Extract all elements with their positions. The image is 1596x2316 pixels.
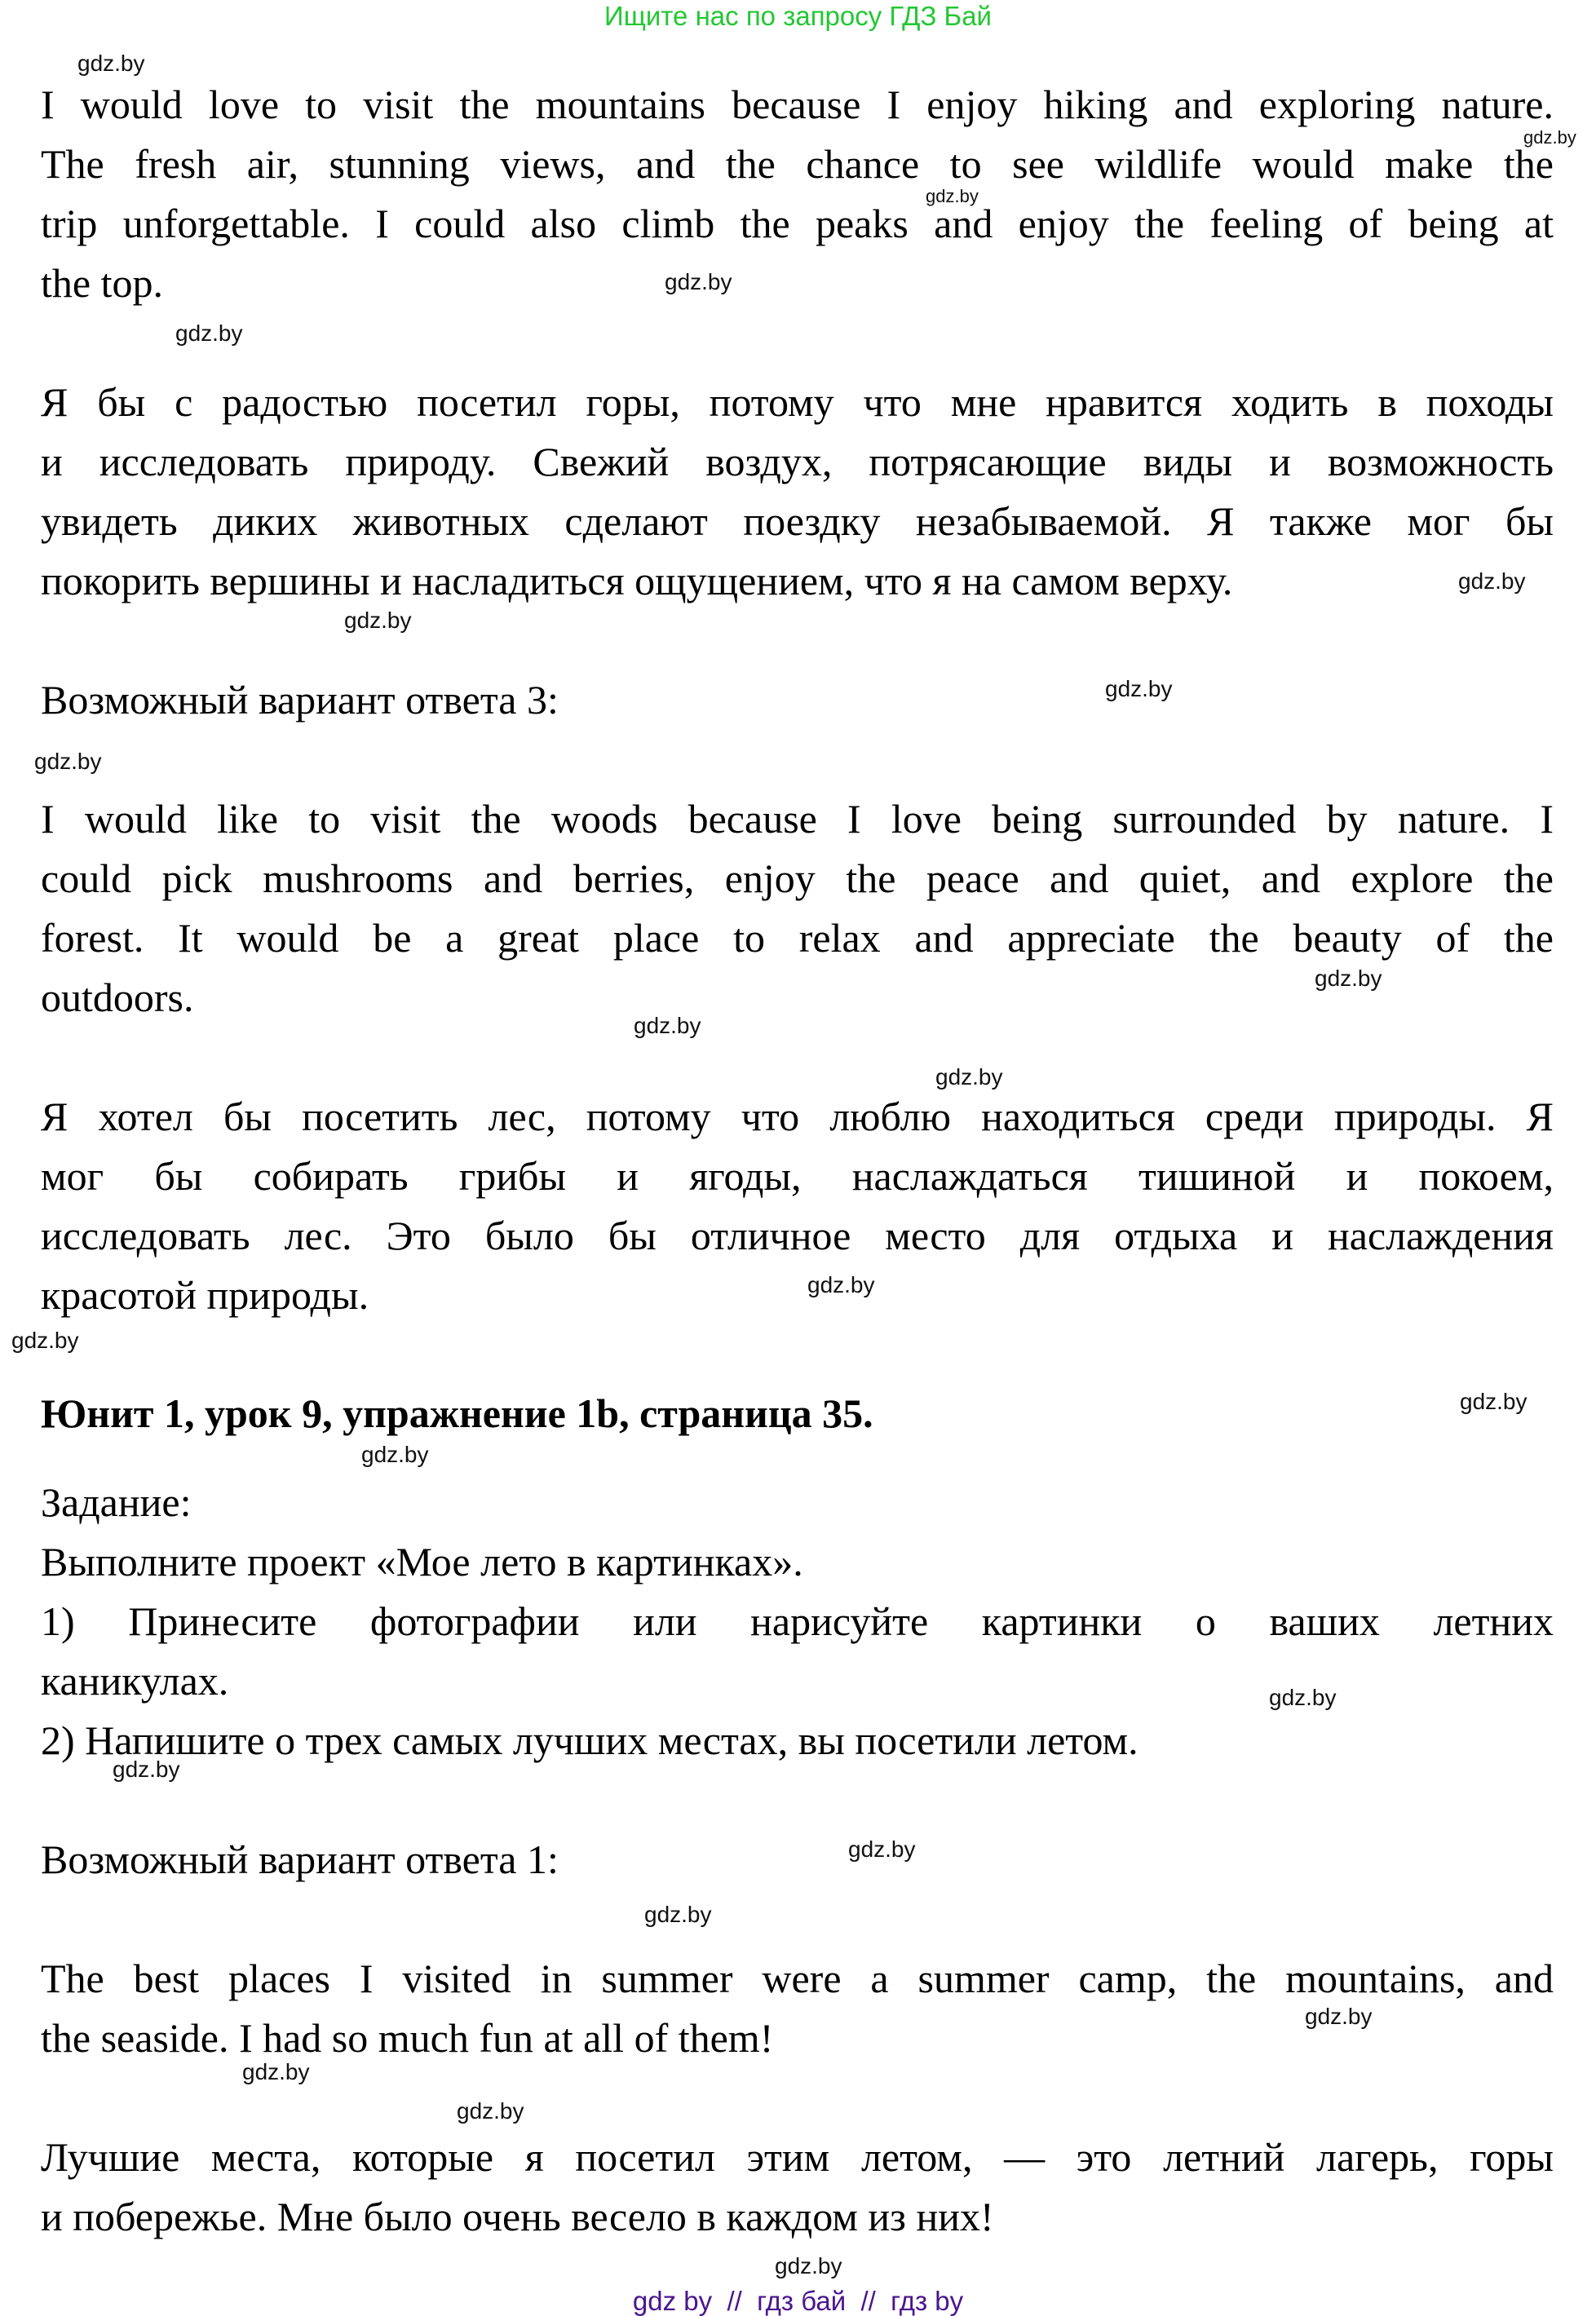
exercise-heading: Юнит 1, урок 9, упражнение 1b, страница 35. — [41, 1390, 873, 1436]
watermark: gdz.by — [1269, 1685, 1337, 1710]
answer3-ru-line-2: мог бы собирать грибы и ягоды, наслаждаться тишиной и покоем, — [41, 1153, 1554, 1199]
task-line-2: 1) Принесите фотографии или нарисуйте картинки о ваших летних — [41, 1598, 1554, 1644]
watermark: gdz.by — [775, 2253, 842, 2278]
watermark: gdz.by — [644, 1902, 712, 1927]
task-line-4: 2) Напишите о трех самых лучших местах, вы посетили летом. — [41, 1717, 1138, 1763]
watermark: gdz.by — [926, 186, 979, 206]
answer3-en-line-2: could pick mushrooms and berries, enjoy the peace and quiet, and explore the — [41, 855, 1554, 901]
answer1-en-line-2: the seaside. I had so much fun at all of them! — [41, 2015, 774, 2061]
watermark: gdz.by — [344, 608, 412, 633]
answer2-ru-line-3: увидеть диких животных сделают поездку незабываемой. Я также мог бы — [41, 498, 1554, 544]
watermark: gdz.by — [634, 1013, 701, 1038]
answer2-ru-line-2: и исследовать природу. Свежий воздух, потрясающие виды и возможность — [41, 439, 1554, 484]
watermark: gdz.by — [1105, 676, 1173, 701]
watermark: gdz.by — [1458, 568, 1526, 594]
search-banner: Ищите нас по запросу ГДЗ Бай — [604, 1, 992, 31]
task-line-3: каникулах. — [41, 1658, 229, 1704]
watermark: gdz.by — [77, 51, 145, 76]
answer1-ru-line-1: Лучшие места, которые я посетил этим летом, — это летний лагерь, горы — [41, 2134, 1554, 2180]
watermark: gdz.by — [1315, 966, 1382, 991]
answer2-ru-line-1: Я бы с радостью посетил горы, потому что мне нравится ходить в походы — [41, 379, 1554, 425]
answer1-label: Возможный вариант ответа 1: — [41, 1836, 559, 1882]
answer3-ru-line-4: красотой природы. — [41, 1272, 369, 1318]
task-label: Задание: — [41, 1479, 192, 1525]
watermark: gdz.by — [242, 2059, 310, 2084]
answer3-en-line-3: forest. It would be a great place to relax and appreciate the beauty of the — [41, 915, 1554, 961]
task-line-1: Выполните проект «Мое лето в картинках». — [41, 1539, 803, 1585]
watermark: gdz.by — [1460, 1389, 1527, 1414]
site-links-footer: gdz by // гдз бай // гдз by — [632, 2286, 964, 2316]
watermark: gdz.by — [807, 1272, 875, 1297]
watermark: gdz.by — [113, 1757, 180, 1782]
answer3-ru-line-3: исследовать лес. Это было бы отличное место для отдыха и наслаждения — [41, 1213, 1554, 1258]
answer3-label: Возможный вариант ответа 3: — [41, 677, 559, 723]
watermark: gdz.by — [1523, 127, 1576, 148]
watermark: gdz.by — [1305, 2004, 1373, 2029]
answer1-en-line-1: The best places I visited in summer were a summer camp, the mountains, and — [41, 1956, 1554, 2001]
watermark: gdz.by — [361, 1442, 429, 1467]
watermark: gdz.by — [665, 269, 732, 294]
watermark: gdz.by — [175, 320, 243, 346]
answer2-en-line-2: The fresh air, stunning views, and the chance to see wildlife would make the — [41, 141, 1554, 187]
answer2-en-line-1: I would love to visit the mountains because I enjoy hiking and exploring nature. — [41, 82, 1554, 127]
answer2-ru-line-4: покорить вершины и насладиться ощущением, что я на самом верху. — [41, 558, 1233, 603]
watermark: gdz.by — [11, 1328, 79, 1353]
answer3-en-line-4: outdoors. — [41, 975, 194, 1020]
answer3-en-line-1: I would like to visit the woods because I love being surrounded by nature. I — [41, 796, 1554, 842]
answer2-en-line-3: trip unforgettable. I could also climb the peaks and enjoy the feeling of being at — [41, 201, 1554, 246]
answer3-ru-line-1: Я хотел бы посетить лес, потому что люблю находиться среди природы. Я — [41, 1094, 1554, 1139]
watermark: gdz.by — [34, 749, 102, 774]
watermark: gdz.by — [935, 1064, 1003, 1089]
watermark: gdz.by — [848, 1836, 916, 1862]
watermark: gdz.by — [457, 2098, 524, 2124]
answer1-ru-line-2: и побережье. Мне было очень весело в каждом из них! — [41, 2194, 994, 2239]
answer2-en-line-4: the top. — [41, 260, 163, 306]
